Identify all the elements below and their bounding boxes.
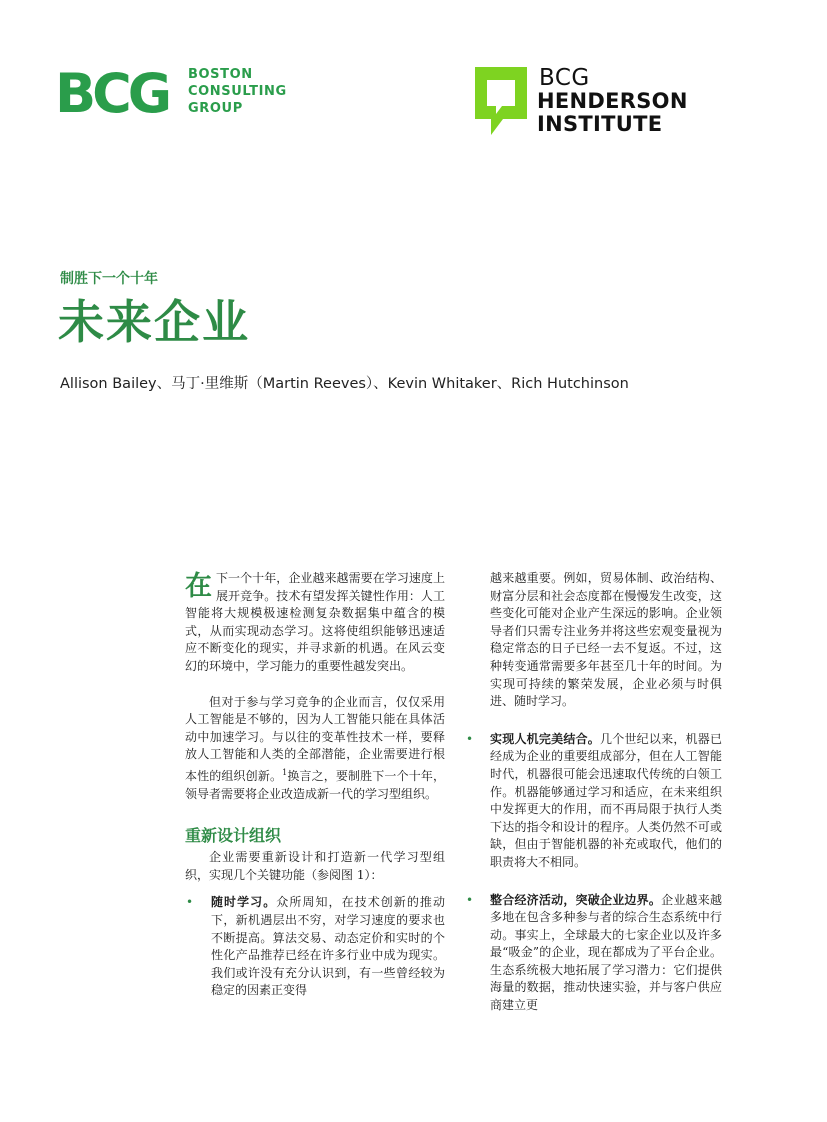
henderson-speech-bubble-icon xyxy=(475,67,527,135)
list-item xyxy=(465,892,722,1015)
section-intro: 企业需要重新设计和打造新一代学习型组织，实现几个关键功能（参阅图 1）： xyxy=(185,850,445,882)
bullet-3-lead: 整合经济活动，突破企业边界。 xyxy=(490,892,662,907)
henderson-logo-line-2: INSTITUTE xyxy=(537,112,663,136)
author-list: Allison Bailey、马丁·里维斯（Martin Reeves）、Kevin Whitaker、Rich Hutchinson xyxy=(60,376,629,392)
bullet-dot-icon: • xyxy=(186,895,194,910)
henderson-logo-bcg: BCG xyxy=(539,65,590,91)
drop-cap: 在 xyxy=(185,571,212,602)
series-kicker: 制胜下一个十年 xyxy=(60,271,158,287)
intro-text: 下一个十年，企业越来越需要在学习速度上展开竞争。技术有望发挥关键性作用：人工智能将大规模极速检测复杂数据集中蕴含的模式，从而实现动态学习。这将使组织能够迅速适应不断变化的现实，并寻求新的机遇。在风云变幻的环境中，学习能力的重要性越发突出。 xyxy=(185,571,445,673)
bcg-logo-mark xyxy=(55,66,180,118)
list-item xyxy=(185,894,445,1000)
bullet-dot-icon: • xyxy=(466,892,474,907)
bullet-dot-icon: • xyxy=(466,731,474,746)
intro-paragraph xyxy=(185,570,445,676)
bullet-3-text: 企业越来越多地在包含多种参与者的综合生态系统中行动。事实上，全球最大的七家企业以及许多最“吸金”的企业，现在都成为了平台企业。生态系统极大地拓展了学习潜力：它们提供海量的数据，推动快速实验，并与客户供应商建立更 xyxy=(490,892,722,1013)
bcg-logo-line-1: BOSTON xyxy=(188,67,253,82)
para2-text: 但对于参与学习竞争的企业而言，仅仅采用人工智能是不够的，因为人工智能只能在具体活动中加速学习。与以往的变革性技术一样，要释放人工智能和人类的全部潜能，企业需要进行根本性的组织创新。 xyxy=(185,694,445,783)
bcg-logo xyxy=(55,66,295,118)
henderson-institute-logo xyxy=(475,67,735,137)
bullet-1-continuation: 越来越重要。例如，贸易体制、政治结构、财富分层和社会态度都在慢慢发生改变，这些变化可能对企业产生深远的影响。企业领导者们只需专注业务并将这些宏观变量视为稳定常态的日子已经一去不复返。不过，这种转变通常需要多年甚至几十年的时间。为实现可持续的繁荣发展，企业必须与时俱进、随时学习。 xyxy=(490,571,722,709)
footnote-ref[interactable]: 1 xyxy=(282,767,288,777)
svg-text:BCG: BCG xyxy=(55,66,169,118)
page-title: 未来企业 xyxy=(58,295,250,349)
henderson-logo-line-1: HENDERSON xyxy=(537,89,688,113)
list-item xyxy=(465,731,722,872)
para2-tail: 换言之，要制胜下一个十年，领导者需要将企业改造成新一代的学习型组织。 xyxy=(185,768,445,801)
bcg-logo-line-3: GROUP xyxy=(188,101,243,116)
bullet-2-text: 几个世纪以来，机器已经成为企业的重要组成部分，但在人工智能时代，机器很可能会迅速取代传统的白领工作。机器能够通过学习和适应，在未来组织中发挥更大的作用，而不再局限于执行人类下达的指令和设计的程序。人类仍然不可或缺，但由于智能机器的补充或取代，他们的职责将大不相同。 xyxy=(490,731,722,869)
bullet-2-lead: 实现人机完美结合。 xyxy=(490,731,600,746)
text-column-right xyxy=(466,570,722,1015)
bullet-1-text: 众所周知，在技术创新的推动下，新机遇层出不穷，对学习速度的要求也不断提高。算法交易、动态定价和实时的个性化产品推荐已经在许多行业中成为现实。我们或许没有充分认识到，有一些曾经较为稳定的因素正变得 xyxy=(211,895,445,998)
section-heading: 重新设计组织 xyxy=(185,826,282,846)
bullet-1-lead: 随时学习。 xyxy=(211,895,277,910)
body-paragraph-2 xyxy=(185,694,445,804)
text-column-left xyxy=(185,570,445,1000)
bcg-logo-line-2: CONSULTING xyxy=(188,84,287,99)
